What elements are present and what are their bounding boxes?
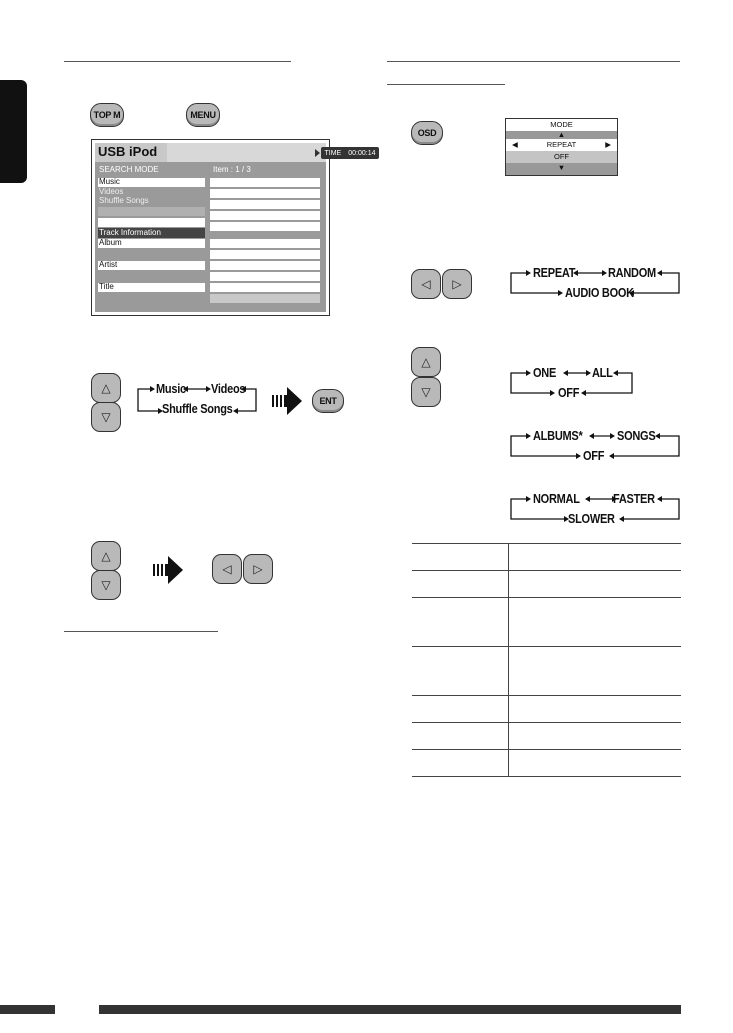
osd-value: OFF: [506, 151, 617, 163]
cycle-all: ALL: [592, 366, 613, 380]
cycle-slower: SLOWER: [568, 512, 615, 526]
top-menu-button[interactable]: TOP M: [90, 103, 124, 127]
cycle-shuffle-songs: Shuffle Songs: [162, 402, 233, 416]
list-row: [98, 283, 205, 292]
right-button[interactable]: [442, 269, 472, 299]
footer-bar-left: [0, 1005, 55, 1014]
cycle-normal: NORMAL: [533, 492, 580, 506]
down-button[interactable]: [91, 570, 121, 600]
osd-item-row[interactable]: [506, 139, 617, 151]
mode-item-videos[interactable]: Videos: [99, 187, 124, 196]
osd-item: REPEAT: [546, 140, 577, 149]
list-row: [98, 218, 205, 227]
cycle-off: OFF: [583, 449, 605, 463]
settings-table: [412, 543, 681, 777]
cycle-faster: FASTER: [613, 492, 655, 506]
osd-menu: [505, 118, 618, 176]
track-field-title: Title: [99, 282, 114, 291]
table-row: [412, 722, 681, 749]
value-row: [210, 222, 320, 231]
value-row: [210, 250, 320, 259]
up-triangle-icon: △: [101, 381, 111, 395]
cycle-audio-book: AUDIO BOOK: [565, 286, 634, 300]
up-triangle-icon: △: [101, 549, 111, 563]
step-arrow-icon: [272, 387, 302, 415]
left-triangle-icon: ◀: [512, 140, 518, 149]
enter-button[interactable]: ENT: [312, 389, 344, 413]
cycle-albums: ALBUMS*: [533, 429, 583, 443]
cycle-music: Music: [156, 382, 186, 396]
osd-button[interactable]: OSD: [411, 121, 443, 145]
time-display: [321, 147, 379, 159]
play-icon: [315, 149, 320, 157]
table-row: [412, 646, 681, 695]
value-row: [210, 211, 320, 220]
step-arrow-icon: [153, 556, 183, 584]
right-triangle-icon: ▷: [253, 562, 263, 576]
down-button[interactable]: [411, 377, 441, 407]
table-row: [412, 570, 681, 597]
footer-bar-right: [99, 1005, 681, 1014]
track-info-label: Track Information: [99, 228, 161, 237]
left-button[interactable]: [212, 554, 242, 584]
left-triangle-icon: ◁: [421, 277, 431, 291]
value-row: [210, 272, 320, 281]
value-row: [210, 178, 320, 187]
value-row: [210, 294, 320, 303]
track-field-artist: Artist: [99, 260, 118, 269]
value-row: [210, 239, 320, 248]
cycle-songs: SONGS: [617, 429, 656, 443]
up-button[interactable]: [91, 373, 121, 403]
time-label: TIME: [324, 149, 342, 157]
table-row: [412, 543, 681, 570]
right-header-rule: [387, 61, 680, 62]
search-mode-label: SEARCH MODE: [99, 165, 159, 174]
mode-item-shuffle[interactable]: Shuffle Songs: [99, 196, 149, 205]
osd-down-arrow: ▼: [506, 163, 617, 175]
left-section-rule: [64, 631, 218, 632]
list-row: [98, 207, 205, 216]
up-button[interactable]: [411, 347, 441, 377]
cycle-one: ONE: [533, 366, 557, 380]
menu-button[interactable]: MENU: [186, 103, 220, 127]
value-row: [210, 261, 320, 270]
down-triangle-icon: ▽: [101, 578, 111, 592]
mode-item-music[interactable]: Music: [99, 177, 120, 186]
left-triangle-icon: ◁: [222, 562, 232, 576]
cycle-videos: Videos: [211, 382, 246, 396]
screen-title: USB iPod: [95, 143, 167, 162]
table-row: [412, 695, 681, 722]
table-row: [412, 597, 681, 646]
cycle-repeat: REPEAT: [533, 266, 576, 280]
down-triangle-icon: ▽: [101, 410, 111, 424]
table-row: [412, 749, 681, 777]
down-button[interactable]: [91, 402, 121, 432]
osd-mode-label: MODE: [506, 119, 617, 131]
cycle-off: OFF: [558, 386, 580, 400]
cycle-random: RANDOM: [608, 266, 656, 280]
left-header-rule: [64, 61, 291, 62]
screen-titlebar: [167, 143, 376, 162]
value-row: [210, 283, 320, 292]
up-button[interactable]: [91, 541, 121, 571]
right-triangle-icon: ▶: [605, 140, 611, 149]
right-subheader-rule: [387, 84, 505, 85]
time-value: 00:00:14: [348, 149, 376, 157]
ipod-screen: [91, 139, 376, 316]
item-count: Item : 1 / 3: [213, 165, 251, 174]
right-button[interactable]: [243, 554, 273, 584]
track-field-album: Album: [99, 238, 122, 247]
language-tab: [0, 80, 27, 183]
right-triangle-icon: ▷: [452, 277, 462, 291]
value-row: [210, 200, 320, 209]
up-triangle-icon: △: [421, 355, 431, 369]
down-triangle-icon: ▽: [421, 385, 431, 399]
value-row: [210, 189, 320, 198]
osd-up-arrow: ▲: [506, 131, 617, 139]
left-button[interactable]: [411, 269, 441, 299]
